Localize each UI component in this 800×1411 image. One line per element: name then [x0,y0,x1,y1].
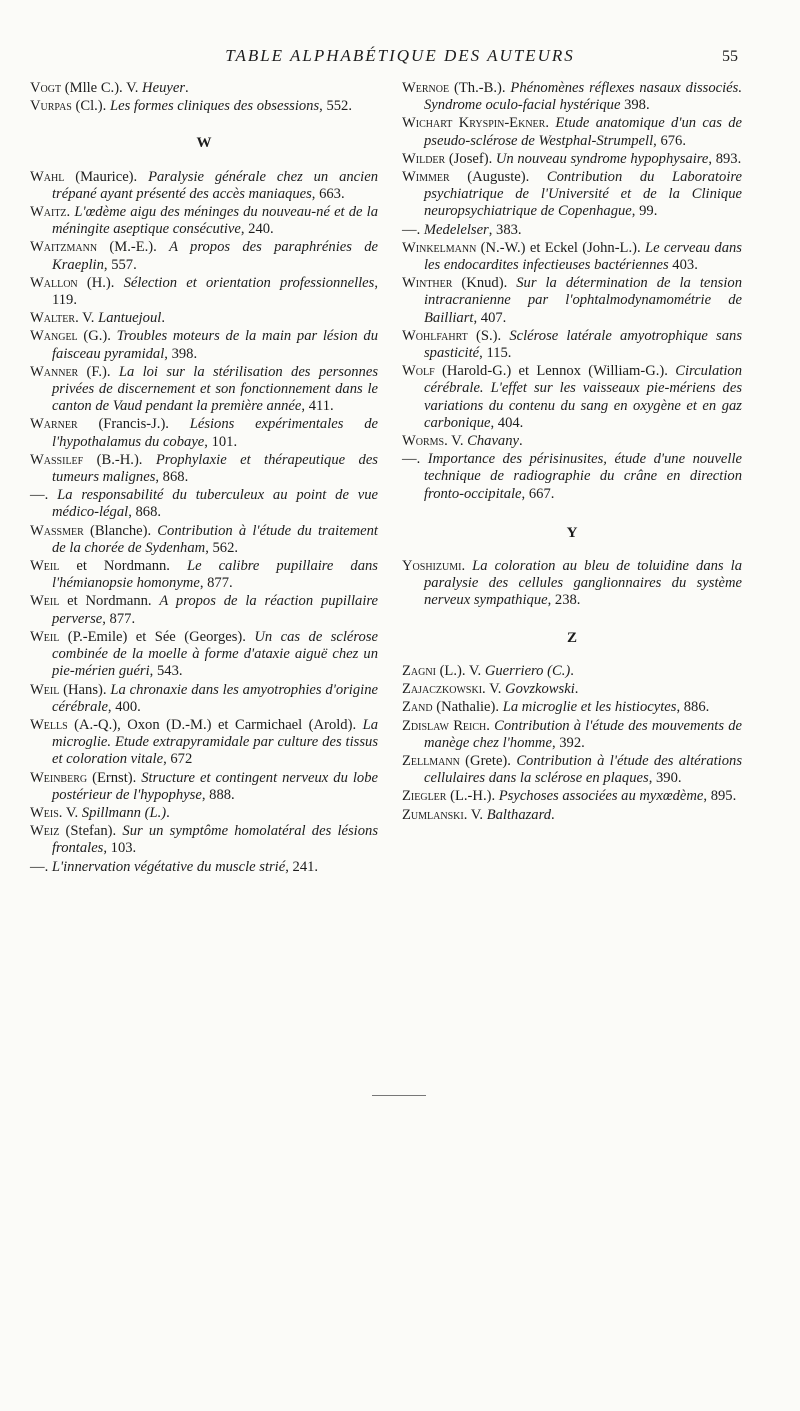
index-entry [402,222,742,239]
author-name: Weil [30,681,60,698]
entry-detail: (Nathalie). [432,699,503,716]
entry-title: Contribution à l'étude des mouvements de manège chez l'homme [424,717,742,751]
index-entry [402,80,742,114]
entry-title: Spillmann (L.) [81,804,167,821]
entry-title: Circulation cérébrale. L'effet sur les vaisseaux pie-mériens des variations du contenu du sang en oxygène et en gaz carbonique [424,363,742,431]
entry-reference: , 119. [52,274,378,309]
author-name: Wichart Kryspin-Ekner [402,115,546,132]
entry-reference: , 877. [102,610,136,627]
entry-reference: , 99. [631,203,658,220]
entry-title: Les formes cliniques des obsessions [109,98,320,115]
author-name: Zajaczkowski [402,681,483,698]
index-entry [30,239,378,273]
right-column [402,80,742,825]
index-entry [30,169,378,203]
entry-detail: (Hans). [59,681,111,698]
entry-reference: , 240. [240,221,274,238]
index-entry [402,240,742,274]
index-entry [402,275,742,327]
entry-detail: (M.-E.). [97,239,170,256]
entry-title: La loi sur la stérilisation des personnes privées de discernement et son fonctionnement dans le canton de Vaud pendant la première année [52,363,378,415]
entry-reference: , 886. [676,699,710,716]
entry-title: La responsabilité du tuberculeux au point de vue médico-légal [52,487,378,521]
entry-title: Contribution du Laboratoire psychiatrique de l'Université et de la Clinique neuropsychiatrique de Copenhague [424,169,743,220]
entry-detail: (P.-Emile) et Sée (Georges). [59,628,255,645]
entry-group-w [30,169,378,876]
entry-title: Le cerveau dans les endocardites infectieuses bactériennes [424,239,742,274]
page-divider [372,1095,426,1096]
entry-title: Guerriero (C.) [484,662,571,679]
entry-reference: , 895. [703,788,737,805]
index-entry [30,558,378,592]
entry-detail: (Knud). [452,275,517,292]
author-name: Winkelmann [402,239,477,256]
entry-title: Sur la détermination de la tension intracranienne par l'ophtalmodynamométrie de Bailliart [424,275,742,326]
index-entry [30,629,378,681]
index-entry [402,718,742,752]
entry-detail: —. [402,221,424,238]
index-entry [30,80,378,97]
index-entry [30,328,378,362]
entry-reference: , 407. [473,309,507,326]
entry-detail: (N.-W.) et Eckel (John-L.). [476,239,645,256]
entry-title: Balthazard [486,806,552,823]
entry-group-v [30,80,378,115]
entry-reference: , 562. [205,539,239,556]
index-entry [402,115,742,149]
entry-detail: (Ernst). [87,769,142,786]
entry-detail: (Blanche). [83,522,158,539]
entry-detail: —. [402,451,428,468]
index-entry [402,433,742,450]
entry-title: A propos de la réaction pupillaire perverse [52,593,378,627]
entry-reference: , 893. [708,150,742,167]
author-name: Zagni [402,662,436,679]
author-name: Wallon [30,274,78,291]
entry-reference: , 241. [285,858,319,875]
section-letter-y: Y [566,524,578,541]
index-entry [30,682,378,716]
entry-detail: . V. [482,681,506,698]
entry-reference: , 115. [479,345,512,362]
entry-reference: , 103. [103,840,137,857]
entry-detail: —. [30,487,58,504]
entry-reference: , 543. [149,663,183,680]
entry-reference: , 868. [155,469,189,486]
index-entry [402,328,742,362]
index-entry [30,859,378,876]
index-entry [30,310,378,327]
entry-title: Chavany [467,433,520,450]
author-name: Wassilef [30,451,84,468]
entry-title: L'œdème aigu des méninges du nouveau-né et de la méningite aseptique consécutive [52,204,378,238]
entry-reference: , 663. [311,185,345,202]
entry-group-y [402,558,742,610]
entry-title: La microglie. Etude extrapyramidale par culture des tissus et coloration vitale [52,716,378,768]
index-entry [402,363,742,432]
index-entry [402,681,742,698]
entry-title: A propos des paraphrénies de Kraeplin [52,239,378,273]
entry-reference: , 888. [201,786,235,803]
entry-detail: (Francis-J.). [77,416,190,433]
index-entry [30,98,378,115]
author-name: Waitz [30,204,67,221]
author-name: Warner [30,416,78,433]
entry-detail: (Cl.). [71,98,110,115]
entry-detail: (Mlle C.). V. [61,80,143,96]
entry-detail: (Josef). [445,150,496,167]
entry-reference: , 404. [490,414,524,431]
author-name: Worms [402,433,445,450]
entry-detail: (Stefan). [59,823,123,840]
author-name: Vurpas [30,98,72,115]
index-entry [30,275,378,309]
entry-title: Sélection et orientation professionnelles [123,274,375,291]
entry-detail: (L.). V. [435,662,485,679]
entry-detail: . V. [75,310,99,327]
entry-reference: , 398. [164,345,198,362]
index-entry [402,807,742,824]
entry-detail: (Auguste). [449,169,547,186]
page-number: 55 [722,48,738,65]
index-entry [30,204,378,238]
index-entry [30,364,378,416]
author-name: Vogt [30,80,62,96]
author-name: Zand [402,699,433,716]
index-entry [402,451,742,503]
author-name: Walter [30,310,76,327]
entry-detail: (B.-H.). [83,451,156,468]
entry-title: Contribution à l'étude du traitement de la chorée de Sydenham [52,522,378,556]
entry-reference: 403. [668,257,698,274]
entry-title: Etude anatomique d'un cas de pseudo-sclérose de Westphal-Strumpell [424,115,743,149]
author-name: Ziegler [402,788,447,805]
entry-reference: . [185,80,189,96]
entry-reference: , 676. [653,132,686,149]
entry-reference: , 101. [204,433,238,450]
entry-title: La microglie et les histiocytes [502,699,677,716]
entry-detail: . [545,115,556,132]
author-name: Waitzmann [30,239,98,256]
entry-title: Lantuejoul [98,310,162,327]
index-entry [402,699,742,716]
entry-detail: (Maurice). [64,168,149,185]
author-name: Zellmann [402,752,460,769]
entry-reference: . [519,433,523,450]
index-entry [402,151,742,168]
author-name: Wilder [402,150,446,167]
index-entry [30,823,378,857]
author-name: Wangel [30,328,78,345]
entry-title: Govzkowski [505,681,575,698]
entry-detail: . V. [58,804,82,821]
entry-title: Contribution à l'étude des altérations cellulaires dans la sclérose en plaques [424,752,743,787]
author-name: Weiz [30,823,60,840]
entry-detail: (Harold-G.) et Lennox (William-G.). [434,363,676,380]
entry-reference: , 552. [319,98,352,115]
index-entry [30,805,378,822]
entry-detail: —. [30,858,52,875]
author-name: Wohlfahrt [402,327,468,344]
section-letter-z: Z [566,629,577,646]
entry-title: Structure et contingent nerveux du lobe postérieur de l'hypophyse [52,769,378,803]
entry-reference: , 868. [128,504,162,521]
index-entry [30,770,378,804]
entry-detail: (L.-H.). [446,788,499,805]
index-entry [30,452,378,486]
entry-detail: (A.-Q.), Oxon (D.-M.) et Carmichael (Arold). [67,716,363,733]
author-name: Wimmer [402,169,450,186]
entry-title: La coloration au bleu de toluidine dans la paralysie des cellules ganglionnaires du système nerveux sympathique [424,558,742,609]
entry-title: Sclérose latérale amyotrophique sans spasticité [424,327,742,362]
index-entry [402,558,742,610]
entry-reference: , 672 [163,751,193,768]
author-name: Winther [402,275,453,292]
running-head: TABLE ALPHABÉTIQUE DES AUTEURS [225,46,575,65]
index-entry [30,487,378,521]
entry-reference: . [551,806,555,823]
index-entry [30,523,378,557]
entry-detail: . [66,204,75,221]
entry-detail: et Nordmann. [59,593,160,610]
entry-reference: , 392. [551,734,585,751]
entry-title: Importance des périsinusites, étude d'une nouvelle technique de radiographie du crâne en direction fronto-occipitale [424,451,743,502]
author-name: Yoshizumi [402,558,462,575]
entry-title: Lésions expérimentales de l'hypothalamus du cobaye [52,416,378,450]
entry-reference: , 400. [107,698,141,715]
author-name: Weis [30,804,59,821]
author-name: Wahl [30,168,65,185]
entry-reference: , 411. [301,398,334,415]
author-name: Zumlanski [402,806,464,823]
entry-reference: , 557. [103,256,137,273]
entry-title: La chronaxie dans les amyotrophies d'origine cérébrale [52,681,378,715]
entry-detail: (S.). [467,327,510,344]
entry-reference: 398. [620,97,650,114]
entry-detail: (F.). [78,363,119,380]
index-entry [402,169,742,221]
entry-detail: . V. [463,806,487,823]
index-entry [30,717,378,769]
entry-reference: , 390. [648,770,682,787]
entry-reference: , 238. [547,592,581,609]
entry-detail: (Grete). [459,752,517,769]
index-entry [402,753,742,787]
index-entry [30,416,378,450]
entry-title: Psychoses associées au myxœdème [498,788,704,805]
index-entry [402,663,742,680]
entry-detail: . [461,558,473,575]
entry-detail: (G.). [77,328,117,345]
entry-detail: et Nordmann. [59,558,187,575]
index-entry [402,788,742,805]
entry-title: Un nouveau syndrome hypophysaire [495,150,709,167]
author-name: Wells [30,716,68,733]
entry-title: Sur un symptôme homolatéral des lésions frontales [52,823,379,857]
entry-title: Phénomènes réflexes nasaux dissociés. Syndrome oculo-facial hystérique [424,80,742,114]
entry-detail: . V. [444,433,468,450]
entry-title: L'innervation végétative du muscle strié [51,858,286,875]
entry-reference: . [166,804,170,821]
entry-title: Prophylaxie et thérapeutique des tumeurs malignes [52,451,378,486]
author-name: Wassmer [30,522,84,539]
left-column [30,80,378,877]
entry-reference: , 383. [488,221,522,238]
section-letter-w: W [196,135,212,152]
author-name: Weil [30,593,60,610]
entry-title: Medelelser [423,221,489,238]
index-entry [30,593,378,627]
entry-title: Un cas de sclérose combinée de la moelle à forme d'ataxie aiguë chez un pie-mérien guéri [52,628,378,680]
entry-title: Paralysie générale chez un ancien trépané ayant présenté des accès maniaques [52,168,378,202]
author-name: Weinberg [30,769,88,786]
entry-title: Heuyer [142,80,185,96]
entry-detail: . [486,717,495,734]
author-name: Zdislaw Reich [402,717,487,734]
entry-reference: , 667. [521,485,555,502]
entry-detail: (Th.-B.). [449,80,511,96]
author-name: Wernoe [402,80,450,96]
author-name: Wolf [402,363,435,380]
author-name: Weil [30,628,60,645]
entry-reference: . [570,662,574,679]
entry-detail: (H.). [77,274,124,291]
page-header [0,46,800,72]
author-name: Wanner [30,363,79,380]
entry-group-w-continued [402,80,742,503]
author-name: Weil [30,558,60,575]
entry-group-z [402,663,742,824]
entry-reference: , 877. [199,575,233,592]
entry-title: Le calibre pupillaire dans l'hémianopsie homonyme [52,558,378,592]
entry-title: Troubles moteurs de la main par lésion du faisceau pyramidal [52,328,379,362]
entry-reference: . [574,681,579,698]
entry-reference: . [161,310,165,327]
